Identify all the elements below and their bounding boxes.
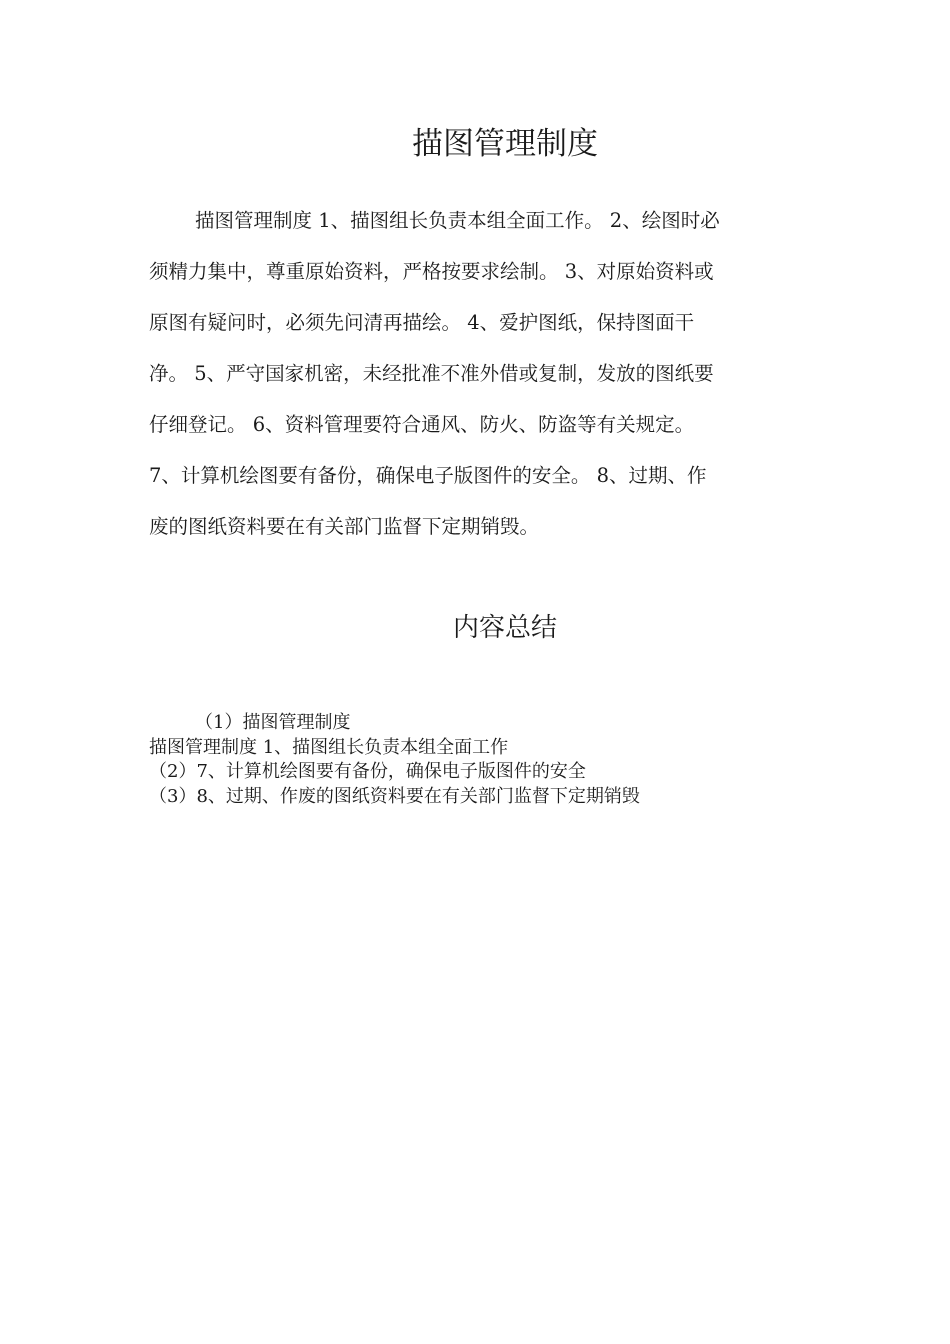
body-line: 废的图纸资料要在有关部门监督下定期销毁。: [149, 515, 540, 538]
body-line: 仔细登记。 6、资料管理要符合通风、防火、防盗等有关规定。: [149, 413, 695, 436]
body-line: 净。 5、严守国家机密，未经批准不准外借或复制，发放的图纸要: [149, 362, 714, 385]
document-title: 描图管理制度: [412, 126, 598, 162]
summary-line: （2）7、计算机绘图要有备份，确保电子版图件的安全: [149, 761, 586, 782]
summary-line: （1）描图管理制度: [195, 712, 351, 733]
body-line: 原图有疑问时，必须先问清再描绘。 4、爱护图纸，保持图面干: [149, 311, 695, 334]
summary-line: （3）8、过期、作废的图纸资料要在有关部门监督下定期销毁: [149, 785, 640, 807]
body-line: 7、计算机绘图要有备份，确保电子版图件的安全。 8、过期、作: [149, 464, 707, 487]
document-body: [149, 195, 809, 552]
summary-title: 内容总结: [452, 613, 557, 643]
summary-line: 描图管理制度 1、描图组长负责本组全面工作: [149, 736, 509, 758]
summary-section: [149, 711, 849, 809]
body-line: 描图管理制度 1、描图组长负责本组全面工作。 2、绘图时必: [195, 209, 720, 232]
body-line: 须精力集中，尊重原始资料，严格按要求绘制。 3、对原始资料或: [149, 260, 714, 283]
